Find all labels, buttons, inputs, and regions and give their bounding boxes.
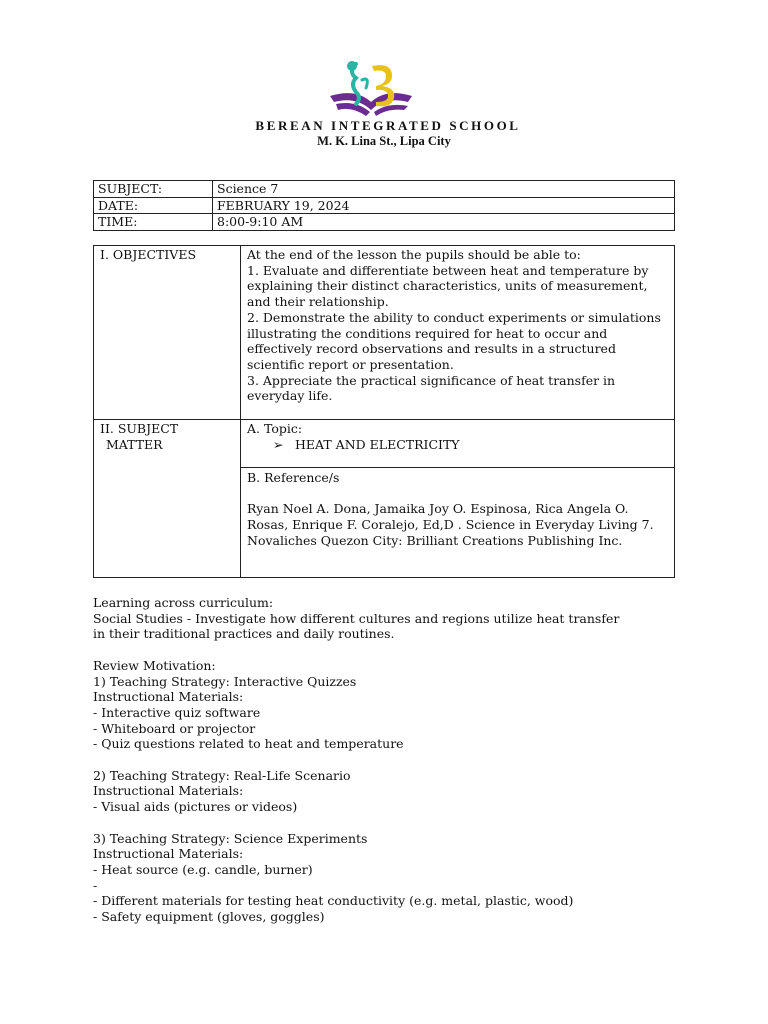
body-line: 1) Teaching Strategy: Interactive Quizzes [93,673,357,689]
body-line [93,815,693,831]
body-line: Instructional Materials: [93,783,244,799]
objectives-content [241,246,675,420]
body-line: - Safety equipment (gloves, goggles) [93,909,325,925]
body-line: Instructional Materials: [93,689,244,705]
objectives-label: I. OBJECTIVES [94,246,241,420]
time-value: 8:00-9:10 AM [213,214,675,231]
body-line: - Heat source (e.g. candle, burner) [93,861,313,877]
table-row [94,181,675,198]
objective-item: 1. Evaluate and differentiate between heat and temperature by explaining their distinct characteristics, units of measurement, and their relationship. [247,262,649,310]
subject-label: SUBJECT: [94,181,213,198]
objective-item: 2. Demonstrate the ability to conduct experiments or simulations illustrating the conditions required for heat to occur and effectively record observations and results in a structured scientific report or presentation. [247,309,661,372]
date-value: FEBRUARY 19, 2024 [213,197,675,214]
body-line: - Different materials for testing heat conductivity (e.g. metal, plastic, wood) [93,893,574,909]
lesson-plan-table [93,245,675,578]
subject-value: Science 7 [213,181,675,198]
body-line: Review Motivation: [93,657,216,673]
body-line: Social Studies - Investigate how different cultures and regions utilize heat transfer [93,610,620,626]
objectives-intro: At the end of the lesson the pupils should be able to: [247,247,581,262]
topic-text: HEAT AND ELECTRICITY [295,436,460,452]
body-line: - Interactive quiz software [93,704,261,720]
body-line: - Visual aids (pictures or videos) [93,799,298,815]
school-name: BEREAN INTEGRATED SCHOOL [255,118,521,133]
subject-matter-topic-row [94,420,675,468]
school-logo [326,58,416,120]
arrow-bullet-icon: ➢ [273,436,284,452]
topic-item [247,437,668,453]
body-line [93,752,693,768]
topic-cell [241,420,675,468]
info-table [93,180,675,231]
body-line: Instructional Materials: [93,846,244,862]
reference-text: Ryan Noel A. Dona, Jamaika Joy O. Espinosa, Rica Angela O. Rosas, Enrique F. Coralejo, Ed,D . Science in Everyday Living 7. Novaliches Quezon City: Brilliant Creations Publishing Inc. [247,501,654,548]
reference-label: B. Reference/s [247,470,340,485]
body-line: 3) Teaching Strategy: Science Experiments [93,830,368,846]
table-row [94,197,675,214]
date-label: DATE: [94,197,213,214]
objectives-row [94,246,675,420]
subject-matter-label-line1: II. SUBJECT [100,421,179,436]
body-line: - Whiteboard or projector [93,720,256,736]
body-line: 2) Teaching Strategy: Real-Life Scenario [93,767,351,783]
subject-matter-label [94,420,241,578]
objective-item: 3. Appreciate the practical significance of heat transfer in everyday life. [247,372,616,404]
body-line: - [93,877,98,893]
table-row [94,214,675,231]
school-address: M. K. Lina St., Lipa City [317,134,451,148]
time-label: TIME: [94,214,213,231]
subject-matter-label-line2: MATTER [106,436,163,452]
body-line [93,642,693,658]
lesson-body [93,595,693,925]
topic-label: A. Topic: [247,421,303,436]
body-line: - Quiz questions related to heat and temperature [93,736,404,752]
reference-cell [241,468,675,578]
body-line: in their traditional practices and daily routines. [93,626,395,642]
body-line: Learning across curriculum: [93,595,274,610]
